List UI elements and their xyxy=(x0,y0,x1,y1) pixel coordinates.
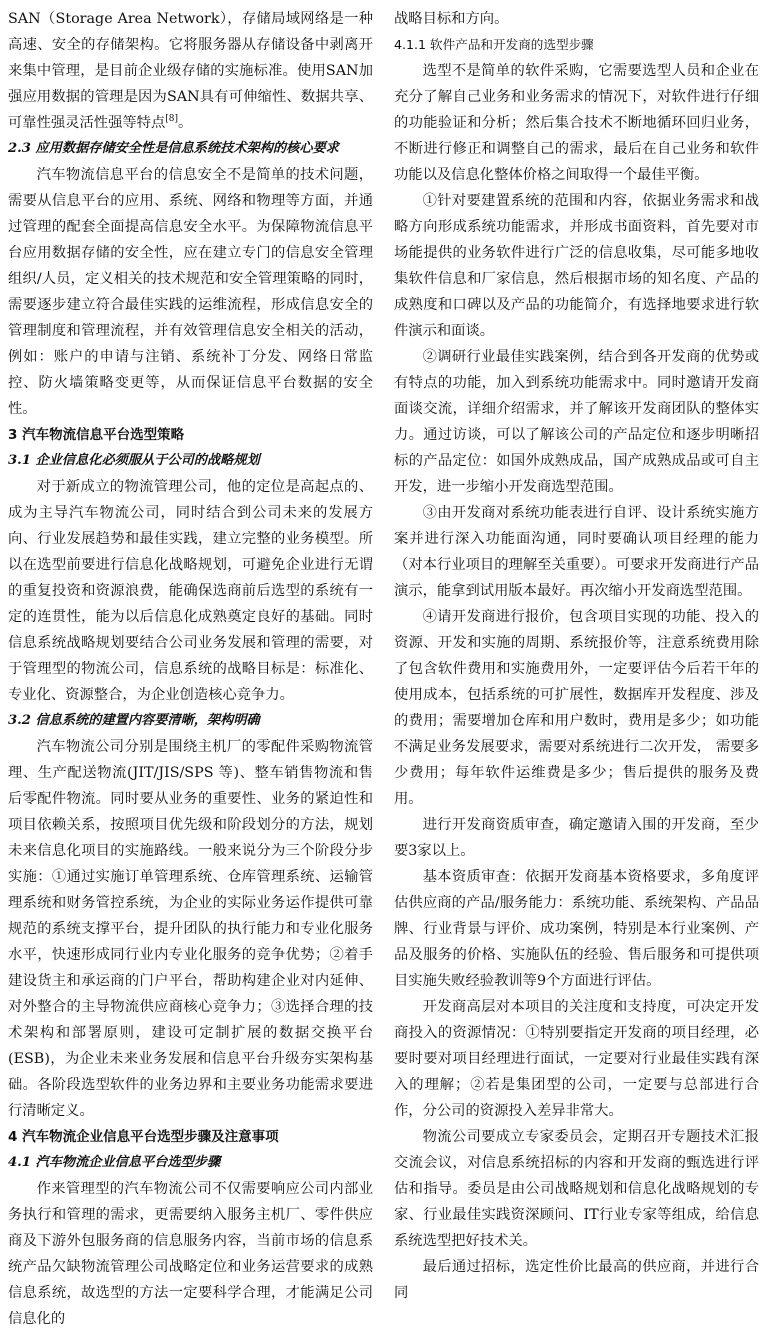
left-column xyxy=(8,6,373,1327)
paragraph-san xyxy=(8,6,373,136)
paragraph-step-1: ①针对要建置系统的范围和内容，依据业务需求和战略方向形成系统功能需求，并形成书面资料，首先要对市场能提供的业务软件进行广泛的信息收集，尽可能多地收集软件信息和厂家信息，然后根据市场的知名度、产品的成熟度和口碑以及产品的功能简介，有选择地要求进行软件演示和面谈。 xyxy=(394,193,759,339)
heading-3-2: 3.2 信息系统的建置内容要清晰，架构明确 xyxy=(8,713,260,728)
citation-ref: [8] xyxy=(165,114,179,125)
paragraph-2-3: 汽车物流信息平台的信息安全不是简单的技术问题，需要从信息平台的应用、系统、网络和物理等方面，并通过管理的配套全面提高信息安全水平。为保障物流信息平台应用数据存储的安全性，应在建立专门的信息安全管理组织/人员，定义相关的技术规范和安全管理策略的同时，需要逐步建立符合最佳实践的运维流程，形成信息安全的管理制度和管理流程，并有效管理信息安全相关的活动，例如：账户的申请与注销、系统补丁分发、网络日常监控、防火墙策略变更等，从而保证信息平台数据的安全性。 xyxy=(8,167,373,417)
heading-4-1: 4.1 汽车物流企业信息平台选型步骤 xyxy=(8,1155,221,1170)
paragraph-san-text: SAN（Storage Area Network），存储局域网络是一种高速、安全的存储架构。它将服务器从存储设备中剥离开来集中管理，是目前企业级存储的实施标准。使用SAN加强应用数据的管理是因为SAN具有可伸缩性、数据共享、可靠性强灵活性强等特点 xyxy=(8,11,373,131)
heading-3-1: 3.1 企业信息化必须服从于公司的战略规划 xyxy=(8,453,260,468)
paragraph-3-1: 对于新成立的物流管理公司，他的定位是高起点的、成为主导汽车物流公司，同时结合到公司未来的发展方向、行业发展趋势和最佳实践，建立完整的业务模型。所以在选型前要进行信息化战略规划，可避免企业进行无谓的重复投资和资源浪费，能确保选商前后选型的系统有一定的连贯性，能为以后信息化成熟奠定良好的基础。同时信息系统战略规划要结合公司业务发展和管理的需要，对于管理型的物流公司，信息系统的战略目标是：标准化、专业化、资源整合，为企业创造核心竞争力。 xyxy=(8,479,373,703)
paragraph-vendor-support: 开发商高层对本项目的关注度和支持度，可决定开发商投入的资源情况：①特别要指定开发商的项目经理，必要时要对项目经理进行面试，一定要对行业最佳实践有深入的理解；②若是集团型的公司，一定要与总部进行合作，分公司的资源投入差异非常大。 xyxy=(394,999,759,1119)
paragraph-qualification: 进行开发商资质审查，确定邀请入围的开发商，至少要3家以上。 xyxy=(394,817,759,859)
right-column xyxy=(394,6,759,1301)
paragraph-final-tender: 最后通过招标，选定性价比最高的供应商，并进行合同 xyxy=(394,1259,759,1301)
paragraph-san-end: 。 xyxy=(178,115,193,131)
paragraph-basic-review: 基本资质审查：依据开发商基本资格要求，多角度评估供应商的产品/服务能力：系统功能、系统架构、产品品牌、行业背景与评价、成功案例，特别是本行业案例、产品及服务的价格、实施队伍的经验、售后服务和可提供项目实施失败经验教训等9个方面进行评估。 xyxy=(394,869,759,989)
paragraph-3-2: 汽车物流公司分别是围绕主机厂的零配件采购物流管理、生产配送物流(JIT/JIS/SPS 等)、整车销售物流和售后零配件物流。同时要从业务的重要性、业务的紧迫性和项目依赖关系，按照项目优先级和阶段划分的方法，规划未来信息化项目的实施路线。一般来说分为三个阶段分步实施：①通过实施订单管理系统、仓库管理系统、运输管理系统和财务管控系统，为企业的实际业务运作提供可靠规范的系统支撑平台，提升团队的执行能力和专业化服务水平，快速形成同行业内专业化服务的竞争优势；②着手建设货主和承运商的门户平台，帮助构建企业对内延伸、对外整合的主导物流供应商核心竞争力；③选择合理的技术架构和部署原则，建设可定制扩展的数据交换平台(ESB)，为企业未来业务发展和信息平台升级夯实架构基础。各阶段选型软件的业务边界和主要业务功能需求要进行清晰定义。 xyxy=(8,739,373,1119)
heading-3: 3 汽车物流信息平台选型策略 xyxy=(8,427,185,443)
paragraph-step-3: ③由开发商对系统功能表进行自评、设计系统实施方案并进行深入功能面沟通，同时要确认项目经理的能力（对本行业项目的理解至关重要）。可要求开发商进行产品演示，能拿到试用版本最好。再次缩小开发商选型范围。 xyxy=(394,505,759,599)
heading-2-3: 2.3 应用数据存储安全性是信息系统技术架构的核心要求 xyxy=(8,141,339,156)
paragraph-step-4: ④请开发商进行报价，包含项目实现的功能、投入的资源、开发和实施的周期、系统报价等，注意系统费用除了包含软件费用和实施费用外，一定要评估今后若干年的使用成本，包括系统的可扩展性，数据库开发程度、涉及的费用；需要增加仓库和用户数时，费用是多少；如功能不满足业务发展要求，需要对系统进行二次开发， 需要多少费用；每年软件运维费是多少；售后提供的服务及费用。 xyxy=(394,609,759,807)
paragraph-expert-committee: 物流公司要成立专家委员会，定期召开专题技术汇报交流会议，对信息系统招标的内容和开发商的甄选进行评估和指导。委员是由公司战略规划和信息化战略规划的专家、行业最佳实践资深顾问、IT行业专家等组成，给信息系统选型把好技术关。 xyxy=(394,1129,759,1249)
heading-4-1-1: 4.1.1 软件产品和开发商的选型步骤 xyxy=(394,37,594,52)
paragraph-continued: 战略目标和方向。 xyxy=(394,11,509,27)
paragraph-4-1: 作来管理型的汽车物流公司不仅需要响应公司内部业务执行和管理的需求，更需要纳入服务主机厂、零件供应商及下游外包服务商的信息服务内容，当前市场的信息系统产品欠缺物流管理公司战略定位和业务运营要求的成熟信息系统，故选型的方法一定要科学合理，才能满足公司信息化的 xyxy=(8,1181,373,1327)
paragraph-step-2: ②调研行业最佳实践案例，结合到各开发商的优势或有特点的功能，加入到系统功能需求中。同时邀请开发商面谈交流，详细介绍需求，并了解该开发商团队的整体实力。通过访谈，可以了解该公司的产品定位和逐步明晰招标的产品定位：如国外成熟成品，国产成熟成品或可自主开发，进一步缩小开发商选型范围。 xyxy=(394,349,759,495)
paragraph-intro: 选型不是简单的软件采购，它需要选型人员和企业在充分了解自己业务和业务需求的情况下，对软件进行仔细的功能验证和分析；然后集合技术不断地循环回归业务，不断进行修正和调整自己的需求，最后在自己业务和软件功能以及信息化整体价格之间取得一个最佳平衡。 xyxy=(394,63,759,183)
heading-4: 4 汽车物流企业信息平台选型步骤及注意事项 xyxy=(8,1129,279,1145)
